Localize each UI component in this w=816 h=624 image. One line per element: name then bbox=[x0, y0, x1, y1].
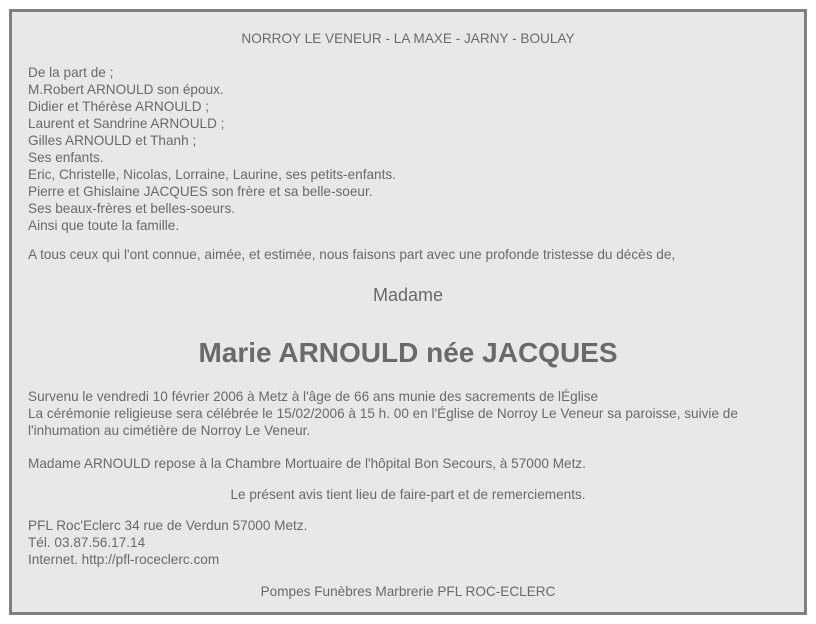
family-list bbox=[28, 64, 396, 234]
salutation: Madame bbox=[372, 285, 444, 305]
family-line: Laurent et Sandrine ARNOULD ; bbox=[28, 116, 225, 131]
contact-phone: Tél. 03.87.56.17.14 bbox=[28, 535, 146, 550]
family-line: Ses enfants. bbox=[28, 150, 104, 165]
contact-internet: Internet. http://pfl-roceclerc.com bbox=[28, 552, 220, 567]
family-line: Ses beaux-frères et belles-soeurs. bbox=[28, 201, 236, 216]
details-line: La cérémonie religieuse sera célébrée le 15/02/2006 à 15 h. 00 en l'Église de Norroy Le Veneur sa paroisse, suivie de l'inhumation au cimétière de Norroy Le Veneur. bbox=[28, 406, 738, 438]
family-line: Ainsi que toute la famille. bbox=[28, 218, 180, 233]
obituary-notice bbox=[9, 9, 807, 615]
repose-text: Madame ARNOULD repose à la Chambre Mortuaire de l'hôpital Bon Secours, à 57000 Metz. bbox=[28, 456, 586, 471]
family-line: Eric, Christelle, Nicolas, Lorraine, Laurine, ses petits-enfants. bbox=[28, 167, 396, 182]
family-line: Gilles ARNOULD et Thanh ; bbox=[28, 133, 197, 148]
family-line: Pierre et Ghislaine JACQUES son frère et sa belle-soeur. bbox=[28, 184, 373, 199]
family-line: M.Robert ARNOULD son époux. bbox=[28, 82, 224, 97]
footer-text: Pompes Funèbres Marbrerie PFL ROC-ECLERC bbox=[260, 584, 556, 599]
contact-address: PFL Roc'Eclerc 34 rue de Verdun 57000 Metz. bbox=[28, 518, 308, 533]
ceremony-details bbox=[28, 388, 792, 439]
family-line: Didier et Thérèse ARNOULD ; bbox=[28, 99, 210, 114]
family-line: De la part de ; bbox=[28, 65, 114, 80]
intro-text: A tous ceux qui l'ont connue, aimée, et estimée, nous faisons part avec une profonde tristesse du décès de, bbox=[28, 247, 676, 262]
locations-header: NORROY LE VENEUR - LA MAXE - JARNY - BOULAY bbox=[241, 31, 575, 46]
deceased-name: Marie ARNOULD née JACQUES bbox=[198, 337, 618, 368]
details-line: Survenu le vendredi 10 février 2006 à Metz à l'âge de 66 ans munie des sacrements de lÉglise bbox=[28, 389, 599, 404]
contact-info bbox=[28, 517, 307, 568]
avis-text: Le présent avis tient lieu de faire-part et de remerciements. bbox=[230, 487, 586, 502]
